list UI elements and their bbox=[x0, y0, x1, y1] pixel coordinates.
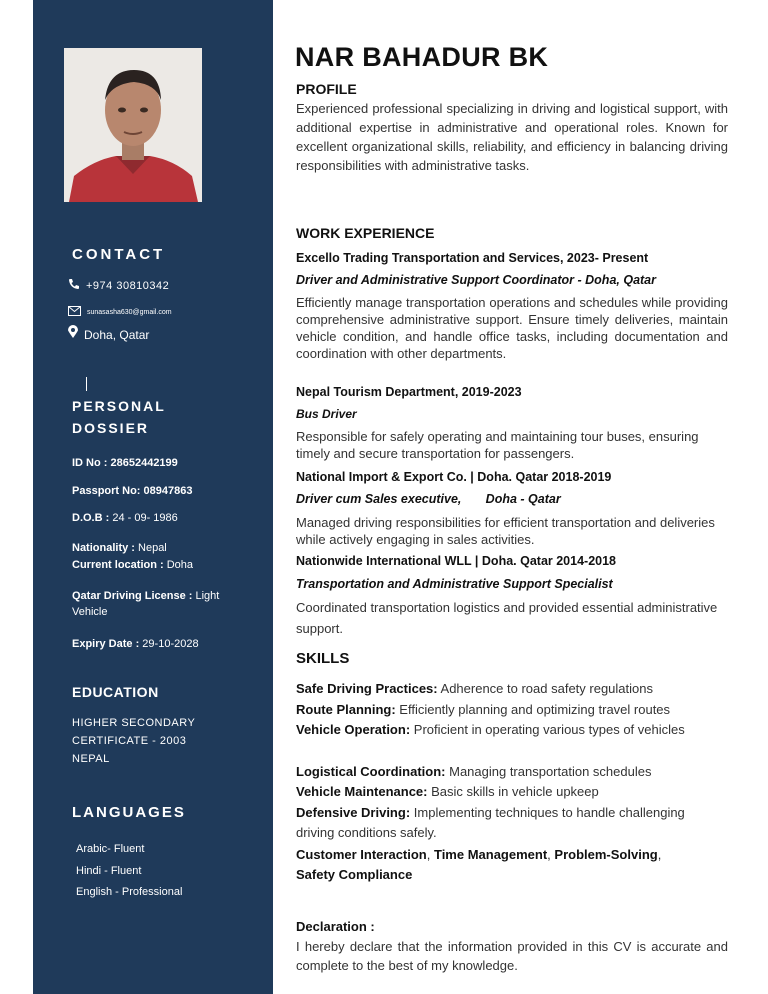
job-role: Bus Driver bbox=[296, 407, 357, 421]
job-role: Driver and Administrative Support Coordinator - Doha, Qatar bbox=[296, 273, 656, 287]
dob: D.O.B : 24 - 09- 1986 bbox=[72, 512, 178, 524]
job-role: Transportation and Administrative Support Specialist bbox=[296, 577, 613, 591]
location-pin-icon bbox=[68, 325, 78, 344]
job-organization: Nationwide International WLL | Doha. Qatar 2014-2018 bbox=[296, 554, 617, 568]
education-heading: EDUCATION bbox=[72, 684, 159, 700]
email-address: sunasasha630@gmail.com bbox=[87, 308, 172, 316]
phone-icon bbox=[68, 277, 80, 295]
job-description: Managed driving responsibilities for efficient transportation and deliveries while actively engaging in sales activities. bbox=[296, 515, 715, 547]
skill-item: Vehicle Operation: Proficient in operating various types of vehicles bbox=[296, 722, 685, 737]
languages-heading: LANGUAGES bbox=[72, 804, 186, 821]
contact-email bbox=[68, 303, 172, 321]
skill-item: Safe Driving Practices: Adherence to road safety regulations bbox=[296, 681, 653, 696]
profile-heading: PROFILE bbox=[296, 81, 357, 97]
declaration-text: I hereby declare that the information provided in this CV is accurate and complete to the best of my knowledge. bbox=[296, 939, 728, 973]
id-number: ID No : 28652442199 bbox=[72, 457, 178, 469]
skill-item: Defensive Driving: Implementing techniques to handle challenging driving conditions safely. bbox=[296, 805, 685, 840]
job-organization: National Import & Export Co. | Doha. Qatar 2018-2019 bbox=[296, 470, 612, 484]
profile-text: Experienced professional specializing in driving and logistical support, with additional expertise in administrative and operational roles. Known for excellent organizational skills, reliability, and efficiency in balancing driving responsibilities with administrative tasks. bbox=[296, 101, 728, 173]
language-item: Arabic- Fluent bbox=[76, 843, 145, 855]
profile-photo bbox=[64, 48, 202, 202]
skills-heading: SKILLS bbox=[296, 650, 350, 667]
candidate-name: NAR BAHADUR BK bbox=[295, 42, 549, 72]
phone-number: +974 30810342 bbox=[86, 280, 170, 292]
language-item: English - Professional bbox=[76, 886, 183, 898]
contact-heading: CONTACT bbox=[72, 246, 166, 263]
passport-number: Passport No: 08947863 bbox=[72, 485, 193, 497]
job-role: Driver cum Sales executive, Doha - Qatar bbox=[296, 492, 561, 506]
job-description: Efficiently manage transportation operations and schedules while providing comprehensive administrative support. Ensure timely deliveries, maintain vehicle condition, and handle office tasks, including documentation and coordination with other departments. bbox=[296, 295, 728, 361]
job-organization: Nepal Tourism Department, 2019-2023 bbox=[296, 385, 522, 399]
language-item: Hindi - Fluent bbox=[76, 865, 142, 877]
skill-item: Logistical Coordination: Managing transportation schedules bbox=[296, 764, 652, 779]
contact-phone bbox=[68, 277, 169, 295]
nationality: Nationality : Nepal bbox=[72, 542, 167, 554]
divider bbox=[86, 377, 87, 391]
dossier-heading: DOSSIER bbox=[72, 420, 150, 436]
education-line: CERTIFICATE - 2003 bbox=[72, 735, 187, 747]
job-description: Responsible for safely operating and maintaining tour buses, ensuring timely and secure transportation for passengers. bbox=[296, 429, 699, 461]
education-line: HIGHER SECONDARY bbox=[72, 717, 196, 729]
skill-item-extra: Customer Interaction, Time Management, Problem-Solving, Safety Compliance bbox=[296, 847, 662, 882]
education-line: NEPAL bbox=[72, 753, 110, 765]
skill-item: Vehicle Maintenance: Basic skills in vehicle upkeep bbox=[296, 784, 599, 799]
driving-license: Qatar Driving License : Light Vehicle bbox=[72, 590, 220, 618]
work-experience-heading: WORK EXPERIENCE bbox=[296, 225, 435, 241]
job-description: Coordinated transportation logistics and provided essential administrative support. bbox=[296, 600, 718, 636]
expiry-date: Expiry Date : 29-10-2028 bbox=[72, 638, 199, 650]
skill-item: Route Planning: Efficiently planning and optimizing travel routes bbox=[296, 702, 671, 717]
location-text: Doha, Qatar bbox=[84, 327, 150, 342]
current-location: Current location : Doha bbox=[72, 559, 194, 571]
job-organization: Excello Trading Transportation and Services, 2023- Present bbox=[296, 251, 649, 265]
personal-heading: PERSONAL bbox=[72, 398, 166, 414]
email-icon bbox=[68, 303, 81, 321]
contact-location bbox=[68, 325, 149, 344]
declaration-heading: Declaration : bbox=[296, 919, 375, 934]
